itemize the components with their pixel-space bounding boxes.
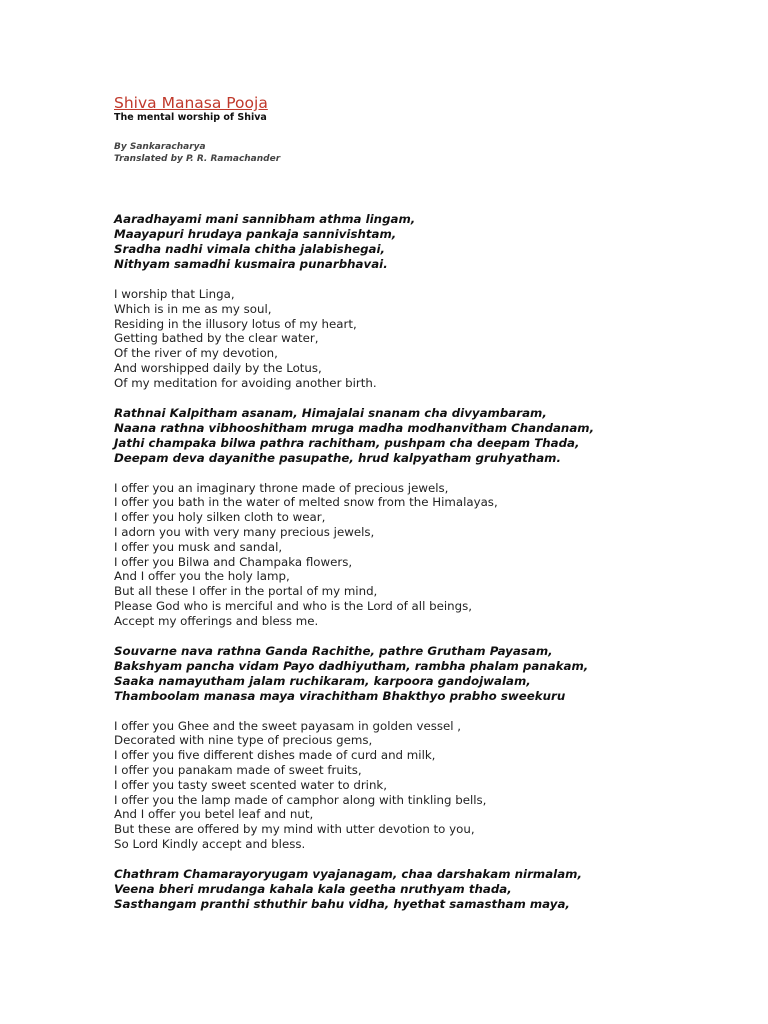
verse-line: I offer you Ghee and the sweet payasam in golden vessel , (114, 718, 462, 733)
english-translation (114, 481, 754, 629)
verse-line: Accept my offerings and bless me. (114, 613, 319, 628)
verse-line: And I offer you betel leaf and nut, (114, 807, 314, 822)
sanskrit-verse (114, 867, 754, 912)
verse-line: Saaka namayutham jalam ruchikaram, karpoora gandojwalam, (114, 673, 531, 688)
verse-line: Please God who is merciful and who is the Lord of all beings, (114, 598, 472, 613)
verse-line: Which is in me as my soul, (114, 301, 272, 316)
verse-line: Getting bathed by the clear water, (114, 331, 319, 346)
verse-line: Decorated with nine type of precious gems, (114, 733, 373, 748)
author-line: By Sankaracharya (114, 142, 206, 152)
verse-line: And I offer you the holy lamp, (114, 569, 290, 584)
sanskrit-verse (114, 406, 754, 466)
verse-line: I offer you panakam made of sweet fruits, (114, 762, 362, 777)
verse-line: Sasthangam pranthi sthuthir bahu vidha, hyethat samastham maya, (114, 896, 570, 911)
verse-line: I offer you an imaginary throne made of precious jewels, (114, 480, 449, 495)
verse-line: Souvarne nava rathna Ganda Rachithe, pathre Grutham Payasam, (114, 643, 553, 658)
verse-line: I offer you Bilwa and Champaka flowers, (114, 554, 353, 569)
verse-line: But all these I offer in the portal of my mind, (114, 584, 378, 599)
verse-line: I worship that Linga, (114, 287, 235, 301)
english-translation (114, 719, 754, 852)
verse-line: Nithyam samadhi kusmaira punarbhavai. (114, 257, 388, 271)
sanskrit-verse (114, 644, 754, 704)
verse-line: Residing in the illusory lotus of my heart, (114, 316, 357, 331)
verse-list (114, 212, 754, 927)
verse-line: Of the river of my devotion, (114, 346, 278, 361)
verse-line: Bakshyam pancha vidam Payo dadhiyutham, rambha phalam panakam, (114, 658, 589, 673)
verse-line: I offer you the lamp made of camphor along with tinkling bells, (114, 792, 487, 807)
verse-line: I offer you tasty sweet scented water to drink, (114, 777, 388, 792)
verse-line: I offer you five different dishes made of curd and milk, (114, 748, 436, 763)
verse-line: Of my meditation for avoiding another birth. (114, 375, 377, 390)
verse-line: Jathi champaka bilwa pathra rachitham, pushpam cha deepam Thada, (114, 435, 580, 450)
translator-line: Translated by P. R. Ramachander (114, 154, 281, 164)
verse-line: Deepam deva dayanithe pasupathe, hrud kalpyatham gruhyatham. (114, 450, 561, 465)
verse-line: I offer you musk and sandal, (114, 539, 283, 554)
verse-line: Naana rathna vibhooshitham mruga madha modhanvitham Chandanam, (114, 420, 595, 435)
verse-line: Chathram Chamarayoryugam vyajanagam, chaa darshakam nirmalam, (114, 866, 582, 881)
verse-line: But these are offered by my mind with utter devotion to you, (114, 822, 475, 837)
verse-line: Maayapuri hrudaya pankaja sannivishtam, (114, 227, 397, 241)
verse-line: I offer you holy silken cloth to wear, (114, 510, 326, 525)
verse-line: Sradha nadhi vimala chitha jalabishegai, (114, 242, 386, 256)
english-translation (114, 287, 754, 391)
verse-line: Thamboolam manasa maya virachitham Bhakthyo prabho sweekuru (114, 688, 566, 703)
byline (114, 141, 280, 165)
verse-line: I offer you bath in the water of melted snow from the Himalayas, (114, 495, 498, 510)
verse-line: I adorn you with very many precious jewels, (114, 524, 375, 539)
verse-line: And worshipped daily by the Lotus, (114, 360, 322, 375)
verse-line: Rathnai Kalpitham asanam, Himajalai snanam cha divyambaram, (114, 405, 547, 420)
verse-line: Veena bheri mrudanga kahala kala geetha nruthyam thada, (114, 881, 512, 896)
verse-line: So Lord Kindly accept and bless. (114, 836, 306, 851)
verse-line: Aaradhayami mani sannibham athma lingam, (114, 212, 416, 226)
sanskrit-verse (114, 212, 754, 272)
page-title[interactable]: Shiva Manasa Pooja (114, 94, 268, 112)
page-subtitle: The mental worship of Shiva (114, 112, 267, 123)
